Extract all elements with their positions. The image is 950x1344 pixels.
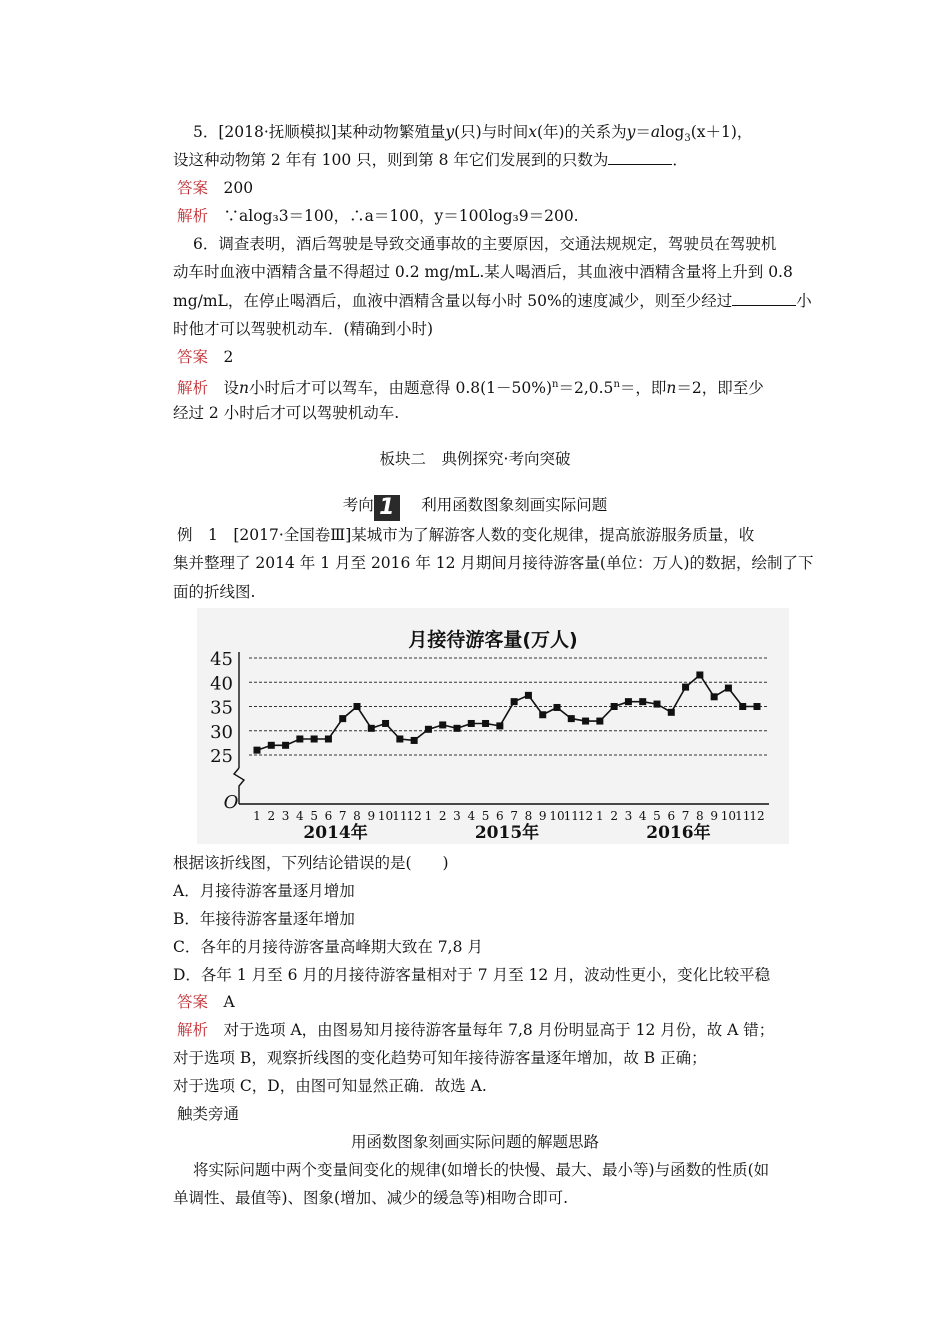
data-point <box>611 703 618 710</box>
q5-answer-value: 200 <box>223 179 254 197</box>
data-point <box>682 684 689 691</box>
data-point <box>596 718 603 725</box>
option-a: A．月接待游客量逐月增加 <box>173 882 355 900</box>
q6-analysis-sup2: n <box>613 379 620 390</box>
data-point <box>654 701 661 708</box>
x-tick-label: 2 <box>438 809 447 823</box>
q6-line3 <box>173 290 813 312</box>
q6-analysis-n2: n <box>666 379 677 398</box>
q5-analysis <box>177 205 817 227</box>
data-point <box>539 711 546 718</box>
x-tick-label: 4 <box>296 809 304 823</box>
q6-analysis-b: 小时后才可以驾车，由题意得 0.8(1－50%) <box>249 379 553 398</box>
x-tick-label: 10 <box>377 809 394 823</box>
q6-analysis-label: 解析 <box>177 379 209 398</box>
chart-series-line <box>257 675 757 750</box>
q6-line3-text: mg/mL，在停止喝酒后，血液中酒精含量以每小时 50%的速度减少，则至少经过 <box>173 292 733 310</box>
q5-text-a: [2018·抚顺模拟]某种动物繁殖量 <box>218 123 446 141</box>
x-tick-label: 6 <box>324 809 333 823</box>
option-b: B．年接待游客量逐年增加 <box>173 910 355 928</box>
data-point <box>339 715 346 722</box>
tips-label: 触类旁通 <box>177 1105 240 1123</box>
chart-y-ticks <box>210 649 233 767</box>
direction-heading <box>0 494 950 520</box>
y-tick-label-30: 30 <box>210 721 233 743</box>
x-tick-label: 1 <box>596 809 604 823</box>
tips-title: 用函数图象刻画实际问题的解题思路 <box>350 1133 599 1151</box>
data-point <box>311 735 318 742</box>
direction-label: 考向 <box>342 496 374 514</box>
x-tick-label: 5 <box>481 809 490 823</box>
x-tick-label: 9 <box>367 809 376 823</box>
year-label: 2015年 <box>474 823 540 843</box>
line-chart-svg <box>197 608 789 844</box>
data-point <box>439 721 446 728</box>
line-chart <box>197 608 789 844</box>
q6-analysis-line2: 经过 2 小时后才可以驾驶机动车. <box>173 404 400 422</box>
q5-number: 5． <box>193 123 219 141</box>
x-tick-label: 12 <box>406 809 422 823</box>
example-answer <box>177 991 817 1013</box>
q6-line2: 动车时血液中酒精含量不得超过 0.2 mg/mL.某人喝酒后，其血液中酒精含量将上升到 0.8 <box>173 263 793 281</box>
x-tick-label: 5 <box>653 809 661 823</box>
x-tick-label: 2 <box>610 809 618 823</box>
q6-line3-end: 小 <box>796 292 812 310</box>
q5-analysis-label: 解析 <box>177 207 209 225</box>
example-analysis-line2: 对于选项 B，观察折线图的变化趋势可知年接待游客量逐年增加，故 B 正确； <box>173 1049 707 1067</box>
x-tick-label: 6 <box>667 809 676 823</box>
data-point <box>296 735 303 742</box>
example-line1: 例 1 [2017·全国卷Ⅲ]某城市为了解游客人数的变化规律，提高旅游服务质量，收 <box>177 526 755 544</box>
q6-analysis-e: ＝2，即至少 <box>676 379 764 398</box>
q5-analysis-text: ∵alog₃3＝100，∴a＝100，y＝100log₃9＝200. <box>223 207 579 225</box>
q6-analysis-n: n <box>239 379 250 398</box>
q5-line2-text: 设这种动物第 2 年有 100 只，则到第 8 年它们发展到的只数为 <box>173 151 609 169</box>
question-text: 根据该折线图，下列结论错误的是( ) <box>173 854 449 872</box>
data-point <box>754 703 761 710</box>
y-tick-label-35: 35 <box>210 697 233 719</box>
data-point <box>368 725 375 732</box>
data-point <box>739 703 746 710</box>
data-point <box>639 698 646 705</box>
data-point <box>454 725 461 732</box>
x-tick-label: 8 <box>696 809 704 823</box>
q6-analysis-sup: n <box>552 379 559 390</box>
direction-title: 利用函数图象刻画实际问题 <box>421 496 608 514</box>
data-point <box>696 671 703 678</box>
data-point <box>354 703 361 710</box>
chart-axes <box>224 652 769 813</box>
q5-eq-base: 3 <box>684 133 691 145</box>
x-tick-label: 3 <box>624 809 633 823</box>
y-tick-label-25: 25 <box>210 746 233 767</box>
q6-line4: 时他才可以驾驶机动车．(精确到小时) <box>173 320 434 338</box>
q5-text-c: (年)的关系为 <box>536 123 627 141</box>
x-tick-label: 11 <box>735 809 751 823</box>
q5-line1 <box>193 121 833 150</box>
y-tick-label-45: 45 <box>210 649 233 670</box>
x-tick-label: 7 <box>338 809 347 823</box>
x-tick-label: 11 <box>563 809 579 823</box>
q6-analysis-c: ＝2,0.5 <box>558 379 614 398</box>
example-analysis-line3: 对于选项 C，D，由图可知显然正确．故选 A. <box>173 1077 487 1095</box>
x-tick-label: 9 <box>538 809 547 823</box>
x-tick-label: 10 <box>720 809 737 823</box>
x-tick-label: 12 <box>749 809 765 823</box>
tips-line2: 单调性、最值等)、图象(增加、减少的缓急等)相吻合即可. <box>173 1189 569 1207</box>
direction-number-badge: 1 <box>374 495 400 521</box>
q5-answer <box>177 177 817 199</box>
data-point <box>325 735 332 742</box>
data-point <box>254 747 261 754</box>
q5-line2 <box>173 149 813 171</box>
origin-label: O <box>223 792 239 813</box>
q6-line1: 6．调查表明，酒后驾驶是导致交通事故的主要原因，交通法规规定，驾驶员在驾驶机 <box>193 235 777 253</box>
year-label: 2014年 <box>303 823 368 843</box>
example-analysis-line1 <box>177 1019 817 1041</box>
q5-answer-label: 答案 <box>177 179 209 197</box>
example-line2: 集并整理了 2014 年 1 月至 2016 年 12 月期间月接待游客量(单位：万人)的数据，绘制了下 <box>173 554 814 572</box>
x-tick-label: 3 <box>453 809 461 823</box>
x-tick-label: 10 <box>549 809 565 823</box>
data-point <box>711 693 718 700</box>
x-tick-label: 1 <box>253 809 261 823</box>
q5-eq-y: y <box>626 123 636 141</box>
q5-answer-blank <box>608 150 672 165</box>
x-tick-label: 4 <box>467 809 476 823</box>
q6-answer-label: 答案 <box>177 348 209 366</box>
chart-x-ticks <box>253 809 764 823</box>
data-point <box>282 742 289 749</box>
q6-answer <box>177 346 817 368</box>
y-tick-label-40: 40 <box>210 673 233 695</box>
q6-answer-value: 2 <box>223 348 234 366</box>
data-point <box>725 685 732 692</box>
data-point <box>582 718 589 725</box>
data-point <box>525 692 532 699</box>
example-analysis-label: 解析 <box>177 1021 209 1039</box>
x-tick-label: 12 <box>577 809 594 823</box>
data-point <box>496 722 503 729</box>
x-tick-label: 8 <box>353 809 361 823</box>
x-tick-label: 11 <box>392 809 408 823</box>
q5-text-b: (只)与时间 <box>454 123 529 141</box>
data-point <box>668 709 675 716</box>
data-point <box>468 720 475 727</box>
data-point <box>511 698 518 705</box>
q5-var-x: x <box>528 123 537 141</box>
x-tick-label: 9 <box>710 809 718 823</box>
example-answer-label: 答案 <box>177 993 209 1011</box>
year-label: 2016年 <box>646 823 711 843</box>
tips-line1: 将实际问题中两个变量间变化的规律(如增长的快慢、最大、最小等)与函数的性质(如 <box>193 1161 770 1179</box>
data-point <box>425 726 432 733</box>
x-tick-label: 8 <box>524 809 533 823</box>
chart-title: 月接待游客量(万人) <box>408 629 578 651</box>
example-analysis-text1: 对于选项 A，由图易知月接待游客量每年 7,8 月份明显高于 12 月份，故 A 错； <box>223 1021 775 1039</box>
x-tick-label: 7 <box>510 809 518 823</box>
x-tick-label: 2 <box>267 809 276 823</box>
x-tick-label: 4 <box>638 809 647 823</box>
q5-var-y: y <box>445 123 455 141</box>
x-tick-label: 5 <box>310 809 318 823</box>
x-tick-label: 6 <box>496 809 504 823</box>
data-point <box>268 742 275 749</box>
section-title: 板块二 典例探究·考向突破 <box>379 450 571 468</box>
example-answer-value: A <box>223 993 235 1011</box>
chart-year-labels <box>303 822 710 843</box>
x-tick-label: 3 <box>281 809 290 823</box>
example-line3: 面的折线图. <box>173 583 256 601</box>
data-point <box>554 704 561 711</box>
q5-eq-a: a <box>650 123 661 141</box>
data-point <box>382 720 389 727</box>
data-point <box>568 715 575 722</box>
q6-answer-blank <box>732 291 796 306</box>
data-point <box>482 720 489 727</box>
data-point <box>411 737 418 744</box>
q6-analysis-a: 设 <box>223 379 240 398</box>
x-tick-label: 7 <box>681 809 690 823</box>
q6-analysis-d: ＝，即 <box>619 379 667 398</box>
q5-eq-equals: ＝ <box>635 123 651 141</box>
option-d: D．各年 1 月至 6 月的月接待游客量相对于 7 月至 12 月，波动性更小，变化比较平稳 <box>173 966 771 984</box>
q5-eq-log: log <box>660 123 685 141</box>
data-point <box>396 735 403 742</box>
q5-eq-arg: (x＋1)， <box>690 123 753 141</box>
option-c: C．各年的月接待游客量高峰期大致在 7,8 月 <box>173 938 483 956</box>
q6-analysis-line1 <box>177 374 817 399</box>
q5-line2-end: ． <box>672 151 688 169</box>
x-tick-label: 1 <box>424 809 433 823</box>
data-point <box>625 698 632 705</box>
